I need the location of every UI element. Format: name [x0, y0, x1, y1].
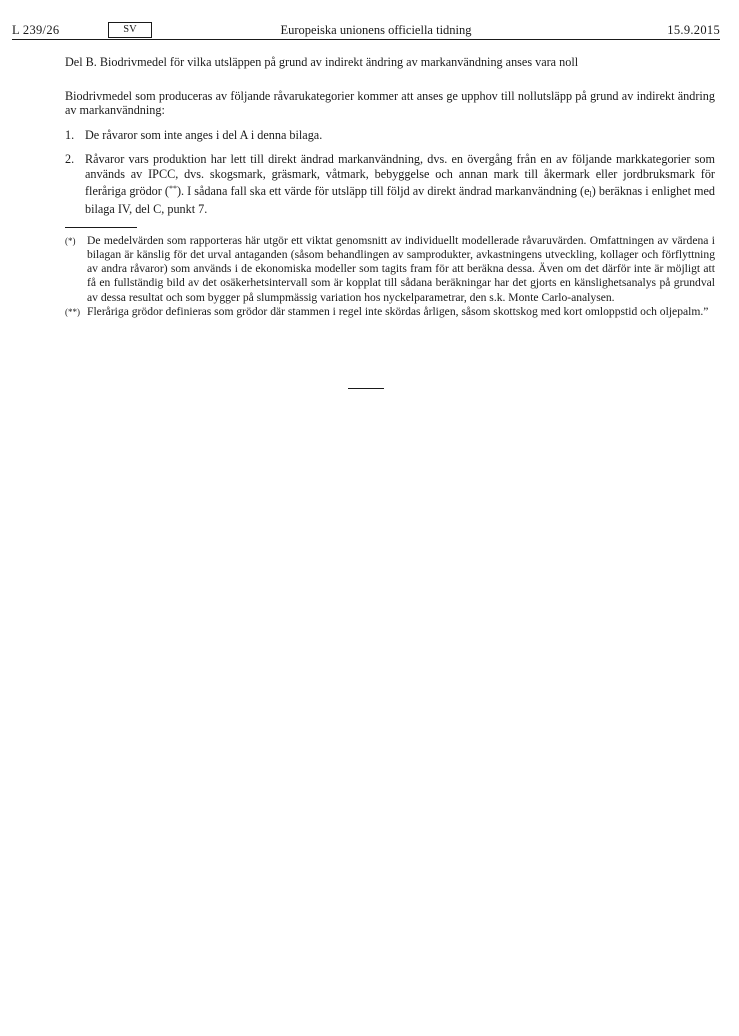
list-item-text — [85, 152, 715, 216]
footnote-reference[interactable]: ** — [168, 183, 177, 193]
footnote-mark: (*) — [65, 235, 76, 246]
section-title: Del B. Biodrivmedel för vilka utsläppen på grund av indirekt ändring av markanvändning anses vara noll — [65, 55, 579, 69]
footnote — [65, 234, 715, 305]
page-reference: L 239/26 — [12, 23, 60, 37]
footnote-rule — [65, 227, 137, 228]
journal-title: Europeiska unionens officiella tidning — [280, 23, 472, 37]
footnotes — [65, 234, 715, 319]
footnote — [65, 305, 715, 319]
list-item-number: 1. — [65, 127, 75, 142]
list-item-text: De råvaror som inte anges i del A i denna bilaga. — [85, 127, 323, 142]
footnote-mark: (**) — [65, 306, 80, 317]
list-item-text-part: ) beräknas i enlighet med bilaga IV, del C, punkt 7. — [85, 183, 716, 217]
intro-paragraph: Biodrivmedel som produceras av följande råvarukategorier kommer att anses ge upphov till nollutsläpp på grund av indirekt ändring av markanvändning: — [65, 88, 715, 118]
criteria-list — [65, 128, 715, 217]
list-item — [65, 152, 715, 216]
main-content — [65, 55, 715, 319]
page-header — [12, 22, 720, 40]
language-code-box: SV — [108, 22, 152, 38]
end-of-document-rule — [348, 388, 384, 389]
header-rule — [12, 39, 720, 40]
list-item-text-part: ). I sådana fall ska ett värde för utsläpp till följd av direkt ändrad markanvändning (e — [176, 183, 590, 198]
list-item — [65, 128, 715, 143]
subscript-l: l — [589, 189, 592, 199]
footnote-text: De medelvärden som rapporteras här utgör ett viktat genomsnitt av individuellt modellerade råvaruvärden. Omfattningen av värdena i bilagan är känslig för det urval antaganden (såsom behandlingen av samprodukter, avkastningens utveckling, kollager och förflyttning av andra råvaror) som används i de ekonomiska modeller som tagits fram för att beräkna dessa. Även om det därför inte är möjligt att få en fullständig bild av det osäkerhetsintervall som är kopplat till sådana beräkningar har det gjorts en känslighetsanalys på grundval av dessa resultat och som bygger på slumpmässig variation hos nyckelparametrar, den s.k. Monte Carlo-analysen. — [87, 233, 715, 304]
list-item-text-part: Råvaror vars produktion har lett till direkt ändrad markanvändning, dvs. en övergång från en av följande markkategorier som används av IPCC, dvs. skogsmark, gräsmark, våtmark, bebyggelse och annan mark till åkermark eller jordbruksmark för fleråriga grödor ( — [85, 152, 715, 198]
footnote-text: Fleråriga grödor definieras som grödor där stammen i regel inte skördas årligen, såsom skottskog med kort omloppstid och oljepalm.” — [87, 304, 709, 318]
list-item-number: 2. — [65, 152, 75, 167]
publication-date: 15.9.2015 — [667, 23, 720, 37]
